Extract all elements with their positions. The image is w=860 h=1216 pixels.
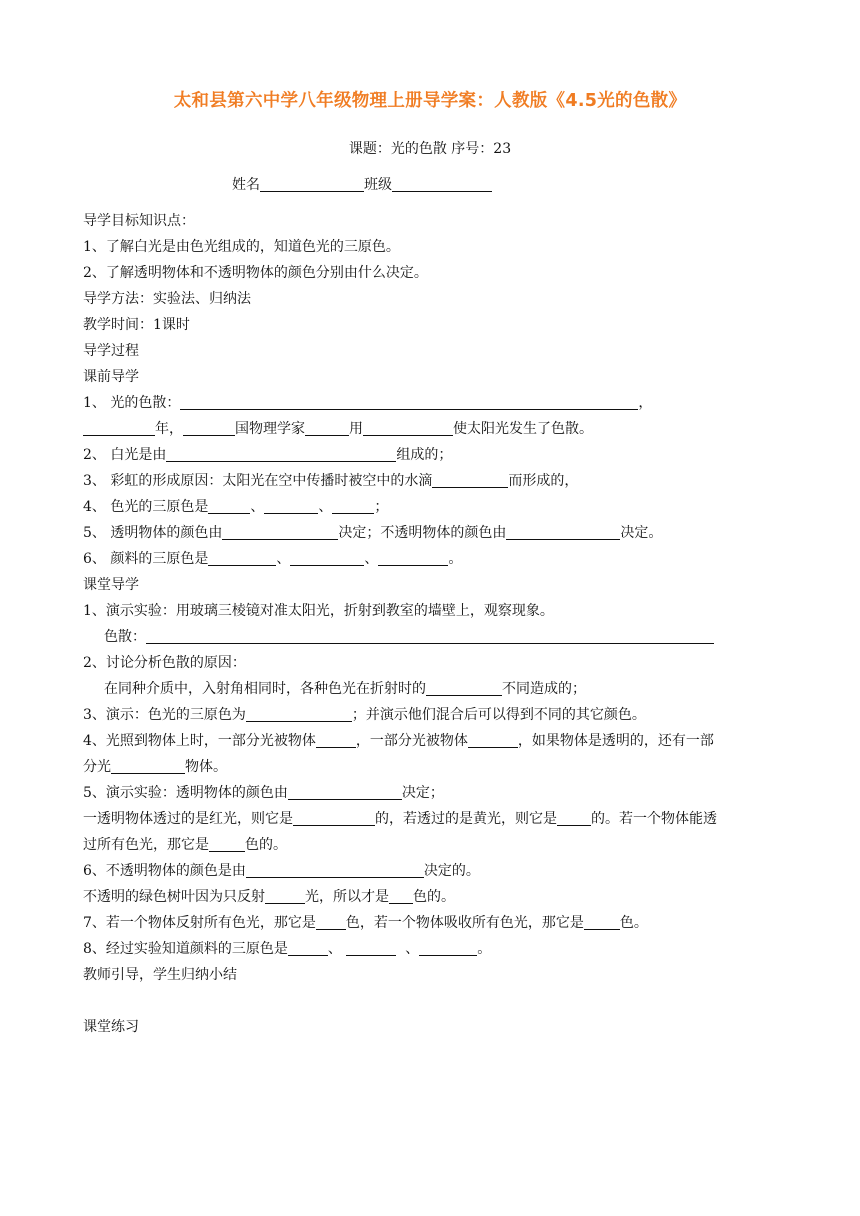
answer-blank[interactable] xyxy=(180,394,638,410)
answer-blank[interactable] xyxy=(265,888,305,904)
answer-blank[interactable] xyxy=(290,550,364,566)
answer-blank[interactable] xyxy=(389,888,413,904)
question-5: 5、 透明物体的颜色由 决定；不透明物体的颜色由 决定。 xyxy=(83,525,663,541)
answer-blank[interactable] xyxy=(363,420,453,436)
class-item-7: 7、若一个物体反射所有色光，那它是 色，若一个物体吸收所有色光，那它是 色。 xyxy=(83,915,648,931)
answer-blank[interactable] xyxy=(83,420,155,436)
answer-blank[interactable] xyxy=(316,914,346,930)
answer-blank[interactable] xyxy=(316,732,356,748)
name-label: 姓名 xyxy=(232,177,260,193)
class-item-5c: 过所有色光，那它是 色的。 xyxy=(83,837,287,853)
class-item-3: 3、演示：色光的三原色为 ；并演示他们混合后可以得到不同的其它颜色。 xyxy=(83,707,646,723)
answer-blank[interactable] xyxy=(432,472,508,488)
answer-blank[interactable] xyxy=(183,420,235,436)
answer-blank[interactable] xyxy=(305,420,349,436)
objective-1: 1、了解白光是由色光组成的，知道色光的三原色。 xyxy=(83,239,400,255)
answer-blank[interactable] xyxy=(346,940,396,956)
class-item-6b: 不透明的绿色树叶因为只反射 光，所以才是 色的。 xyxy=(83,889,455,905)
question-2: 2、 白光是由 组成的； xyxy=(83,447,453,463)
class-item-1b: 色散： xyxy=(104,627,714,647)
answer-blank[interactable] xyxy=(288,784,402,800)
question-6: 6、 颜料的三原色是 、 、 。 xyxy=(83,551,463,567)
document-title: 太和县第六中学八年级物理上册导学案：人教版《4.5光的色散》 xyxy=(173,91,687,111)
class-blank[interactable] xyxy=(392,176,492,192)
answer-blank[interactable] xyxy=(111,758,185,774)
answer-blank[interactable] xyxy=(246,706,352,722)
class-item-4: 4、光照到物体上时，一部分光被物体 ，一部分光被物体 ，如果物体是透明的，还有一部 xyxy=(83,733,714,749)
objectives-heading: 导学目标知识点： xyxy=(83,213,195,229)
method-line: 导学方法：实验法、归纳法 xyxy=(83,291,251,307)
inclass-heading: 课堂导学 xyxy=(83,577,139,593)
class-label: 班级 xyxy=(364,177,392,193)
class-item-4b: 分光 物体。 xyxy=(83,759,227,775)
name-blank[interactable] xyxy=(260,176,364,192)
summary-line: 教师引导，学生归纳小结 xyxy=(83,967,237,983)
answer-blank[interactable] xyxy=(506,524,620,540)
answer-blank[interactable] xyxy=(378,550,448,566)
class-item-2: 2、讨论分析色散的原因： xyxy=(83,655,246,671)
answer-blank[interactable] xyxy=(288,940,328,956)
answer-blank[interactable] xyxy=(208,550,276,566)
question-4: 4、 色光的三原色是 、 、 ； xyxy=(83,499,389,515)
name-class-row xyxy=(232,174,492,194)
answer-blank[interactable] xyxy=(293,810,375,826)
class-item-8: 8、经过实验知道颜料的三原色是 、 、 。 xyxy=(83,941,492,957)
answer-blank[interactable] xyxy=(468,732,518,748)
lesson-subtitle: 课题：光的色散 序号：23 xyxy=(348,141,512,157)
answer-blank[interactable] xyxy=(222,524,338,540)
class-item-5: 5、演示实验：透明物体的颜色由 决定； xyxy=(83,785,444,801)
objective-2: 2、了解透明物体和不透明物体的颜色分别由什么决定。 xyxy=(83,265,428,281)
question-1a: 1、 光的色散： ， xyxy=(83,395,653,411)
class-item-5b: 一透明物体透过的是红光，则它是 的，若透过的是黄光，则它是 的。若一个物体能透 xyxy=(83,811,717,827)
answer-blank[interactable] xyxy=(426,680,502,696)
question-3: 3、 彩虹的形成原因：太阳光在空中传播时被空中的水滴 而形成的， xyxy=(83,473,579,489)
answer-blank[interactable] xyxy=(419,940,477,956)
preclass-heading: 课前导学 xyxy=(83,369,139,385)
process-heading: 导学过程 xyxy=(83,343,139,359)
class-item-2b: 在同种介质中，入射角相同时，各种色光在折射时的 不同造成的； xyxy=(104,681,586,697)
practice-heading: 课堂练习 xyxy=(83,1019,139,1035)
answer-blank[interactable] xyxy=(209,836,245,852)
class-item-1: 1、演示实验：用玻璃三棱镜对准太阳光，折射到教室的墙壁上，观察现象。 xyxy=(83,603,554,619)
answer-blank[interactable] xyxy=(557,810,591,826)
answer-blank[interactable] xyxy=(264,498,318,514)
class-item-6: 6、不透明物体的颜色是由 决定的。 xyxy=(83,863,480,879)
answer-blank[interactable] xyxy=(246,862,424,878)
answer-blank[interactable] xyxy=(166,446,396,462)
answer-blank[interactable] xyxy=(208,498,250,514)
time-line: 教学时间：1课时 xyxy=(83,317,190,333)
question-1b: 年， 国物理学家 用 使太阳光发生了色散。 xyxy=(83,419,593,439)
answer-blank[interactable] xyxy=(332,498,374,514)
answer-blank[interactable] xyxy=(584,914,620,930)
answer-blank[interactable] xyxy=(146,628,714,644)
